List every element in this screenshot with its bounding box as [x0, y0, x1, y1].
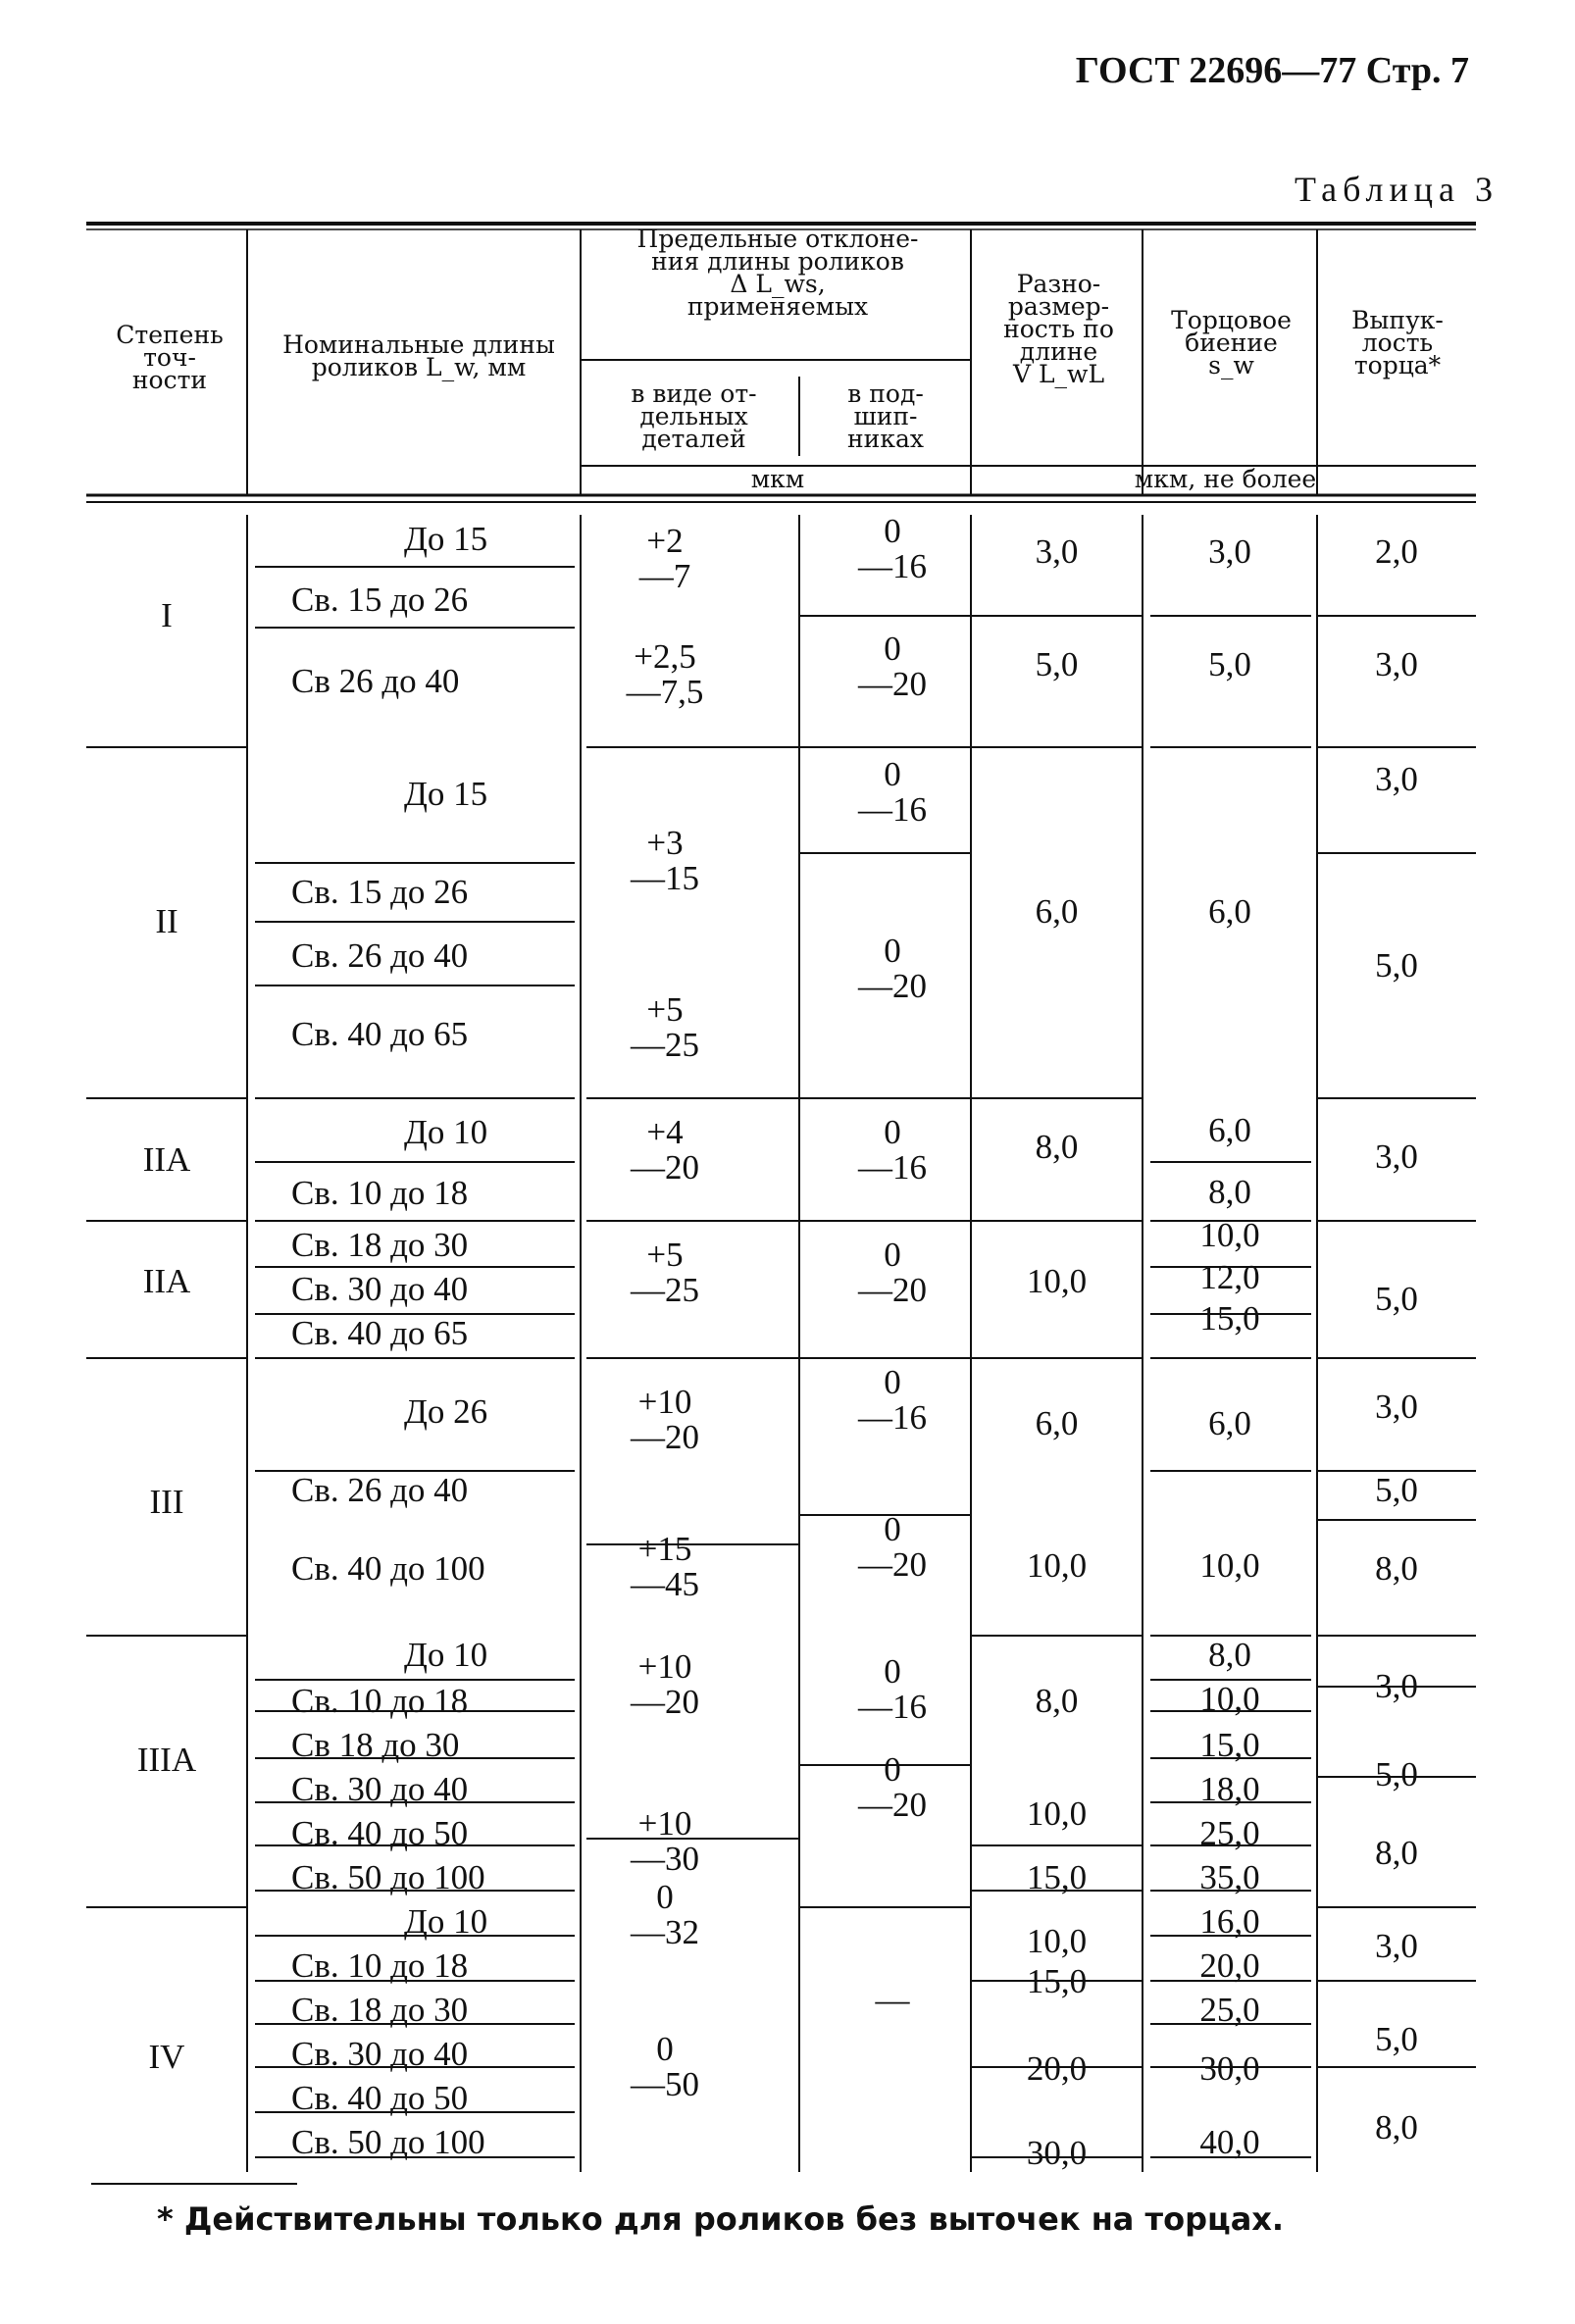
variation-5: 6,0 [1035, 1404, 1079, 1442]
dev-separate-lower-7: —45 [631, 1565, 699, 1603]
table-caption: Таблица 3 [1295, 170, 1499, 209]
dev-separate-lower-2: —15 [631, 859, 699, 897]
dev-separate-lower-3: —25 [631, 1026, 699, 1064]
variation-1: 5,0 [1035, 645, 1079, 683]
dev-separate-lower-1: —7,5 [626, 673, 704, 711]
dev-bearing-upper-8: 0 [884, 1652, 901, 1691]
variation-11: 15,0 [1026, 1962, 1088, 2000]
runout-1: 5,0 [1208, 645, 1251, 683]
variation-9: 15,0 [1026, 1858, 1088, 1896]
convexity-9: 3,0 [1375, 1667, 1418, 1705]
convexity-12: 3,0 [1375, 1927, 1418, 1965]
runout-11: 10,0 [1199, 1680, 1260, 1718]
convexity-8: 8,0 [1375, 1549, 1418, 1588]
grade-5: IIIA [136, 1741, 197, 1779]
convexity-14: 8,0 [1375, 2108, 1418, 2147]
dev-separate-upper-8: +10 [637, 1647, 692, 1686]
dev-separate-upper-10: 0 [656, 1878, 674, 1916]
runout-14: 25,0 [1199, 1814, 1260, 1852]
dev-separate-lower-0: —7 [638, 557, 691, 595]
dev-separate-lower-8: —20 [631, 1683, 699, 1721]
runout-18: 25,0 [1199, 1991, 1260, 2029]
convexity-5: 5,0 [1375, 1280, 1418, 1318]
convexity-13: 5,0 [1375, 2020, 1418, 2058]
grade-0: I [161, 596, 173, 634]
variation-8: 10,0 [1026, 1794, 1088, 1833]
convexity-1: 3,0 [1375, 645, 1418, 683]
runout-6: 12,0 [1199, 1258, 1260, 1296]
header-convexity: Выпук- лость торца* [1351, 306, 1444, 379]
convexity-2: 3,0 [1375, 760, 1418, 798]
length-1: Св. 15 до 26 [291, 581, 469, 619]
variation-4: 10,0 [1026, 1262, 1088, 1300]
grade-2: IIA [142, 1140, 191, 1179]
dev-separate-lower-11: —50 [631, 2065, 699, 2103]
convexity-4: 3,0 [1375, 1137, 1418, 1176]
header-grade: Степень точ- ности [116, 321, 224, 394]
runout-2: 6,0 [1208, 892, 1251, 931]
length-2: Св 26 до 40 [291, 662, 460, 700]
dev-bearing-lower-9: —20 [858, 1786, 927, 1824]
length-17: Св 18 до 30 [291, 1726, 460, 1764]
runout-5: 10,0 [1199, 1216, 1260, 1254]
dev-separate-upper-9: +10 [637, 1804, 692, 1843]
length-23: Св. 18 до 30 [291, 1991, 469, 2029]
variation-3: 8,0 [1035, 1128, 1079, 1166]
footnote-rule [91, 2183, 297, 2185]
grade-4: III [149, 1483, 184, 1521]
length-12: До 26 [404, 1392, 488, 1431]
convexity-6: 3,0 [1375, 1388, 1418, 1426]
length-0: До 15 [404, 520, 488, 558]
length-24: Св. 30 до 40 [291, 2035, 469, 2073]
variation-0: 3,0 [1035, 532, 1079, 571]
length-14: Св. 40 до 100 [291, 1549, 485, 1588]
dev-separate-lower-10: —32 [631, 1913, 699, 1951]
dev-bearing-upper-4: 0 [884, 1113, 901, 1151]
dev-separate-upper-7: +15 [637, 1530, 692, 1568]
dev-bearing-lower-7: —20 [858, 1545, 927, 1584]
runout-8: 6,0 [1208, 1404, 1251, 1442]
runout-4: 8,0 [1208, 1173, 1251, 1211]
length-4: Св. 15 до 26 [291, 873, 469, 911]
length-20: Св. 50 до 100 [291, 1858, 485, 1896]
runout-9: 10,0 [1199, 1546, 1260, 1585]
length-3: До 15 [404, 775, 488, 813]
length-22: Св. 10 до 18 [291, 1946, 469, 1985]
length-6: Св. 40 до 65 [291, 1015, 469, 1053]
length-13: Св. 26 до 40 [291, 1471, 469, 1509]
dev-bearing-dash: — [875, 1981, 910, 2019]
dev-bearing-lower-4: —16 [858, 1148, 927, 1187]
dev-bearing-upper-9: 0 [884, 1750, 901, 1789]
runout-16: 16,0 [1199, 1902, 1260, 1941]
header-runout: Торцовое биение s_w [1171, 306, 1292, 379]
length-25: Св. 40 до 50 [291, 2079, 469, 2117]
runout-15: 35,0 [1199, 1858, 1260, 1896]
footnote: * Действительны только для роликов без выточек на торцах. [157, 2200, 1285, 2238]
dev-bearing-upper-5: 0 [884, 1236, 901, 1274]
dev-separate-lower-5: —25 [631, 1271, 699, 1309]
variation-2: 6,0 [1035, 892, 1079, 931]
grade-6: IV [148, 2038, 185, 2076]
header-dev-separate: в виде от- дельных деталей [631, 379, 757, 453]
dev-separate-upper-5: +5 [646, 1236, 684, 1274]
variation-6: 10,0 [1026, 1546, 1088, 1585]
unit-mkm-max: мкм, не более [1134, 465, 1317, 493]
dev-separate-upper-6: +10 [637, 1383, 692, 1421]
header-deviation-group: Предельные отклоне- ния длины роликов Δ L_ws, применяемых [636, 225, 919, 321]
convexity-7: 5,0 [1375, 1471, 1418, 1509]
length-9: Св. 18 до 30 [291, 1226, 469, 1264]
variation-7: 8,0 [1035, 1682, 1079, 1720]
dev-bearing-lower-1: —20 [858, 665, 927, 703]
header-variation: Разно- размер- ность по длине V L_wL [1003, 270, 1114, 388]
dev-bearing-lower-8: —16 [858, 1688, 927, 1726]
header-dev-bearing: в под- шип- никах [847, 379, 924, 453]
dev-separate-lower-4: —20 [631, 1148, 699, 1187]
length-21: До 10 [404, 1902, 488, 1941]
dev-bearing-lower-6: —16 [858, 1398, 927, 1437]
unit-mkm: мкм [750, 465, 805, 493]
dev-bearing-upper-3: 0 [884, 932, 901, 970]
dev-bearing-lower-2: —16 [858, 790, 927, 829]
dev-separate-upper-2: +3 [646, 824, 684, 862]
runout-13: 18,0 [1199, 1770, 1260, 1808]
grade-1: II [155, 902, 178, 940]
convexity-10: 5,0 [1375, 1755, 1418, 1794]
runout-12: 15,0 [1199, 1726, 1260, 1764]
length-16: Св. 10 до 18 [291, 1682, 469, 1720]
dev-separate-upper-3: +5 [646, 990, 684, 1029]
dev-bearing-upper-1: 0 [884, 630, 901, 668]
runout-19: 30,0 [1199, 2049, 1260, 2088]
dev-bearing-upper-0: 0 [884, 512, 901, 550]
dev-separate-upper-4: +4 [646, 1113, 684, 1151]
header-nominal-length: Номинальные длины роликов L_w, мм [282, 330, 555, 381]
length-19: Св. 40 до 50 [291, 1814, 469, 1852]
variation-12: 20,0 [1026, 2049, 1088, 2088]
dev-bearing-upper-2: 0 [884, 755, 901, 793]
dev-separate-upper-1: +2,5 [634, 637, 696, 676]
runout-10: 8,0 [1208, 1636, 1251, 1674]
dev-separate-upper-11: 0 [656, 2030, 674, 2068]
convexity-11: 8,0 [1375, 1834, 1418, 1872]
runout-3: 6,0 [1208, 1111, 1251, 1149]
page-header: ГОСТ 22696—77 Стр. 7 [1075, 50, 1469, 91]
runout-20: 40,0 [1199, 2123, 1260, 2161]
dev-bearing-lower-5: —20 [858, 1271, 927, 1309]
dev-bearing-lower-3: —20 [858, 967, 927, 1005]
length-26: Св. 50 до 100 [291, 2123, 485, 2161]
length-7: До 10 [404, 1113, 488, 1151]
runout-7: 15,0 [1199, 1299, 1260, 1338]
dev-bearing-upper-6: 0 [884, 1363, 901, 1401]
length-18: Св. 30 до 40 [291, 1770, 469, 1808]
dev-separate-lower-6: —20 [631, 1418, 699, 1456]
runout-0: 3,0 [1208, 532, 1251, 571]
dev-separate-lower-9: —30 [631, 1840, 699, 1878]
length-5: Св. 26 до 40 [291, 936, 469, 975]
length-8: Св. 10 до 18 [291, 1174, 469, 1212]
variation-10: 10,0 [1026, 1922, 1088, 1960]
dev-separate-upper-0: +2 [646, 522, 684, 560]
runout-17: 20,0 [1199, 1946, 1260, 1985]
length-10: Св. 30 до 40 [291, 1270, 469, 1308]
length-11: Св. 40 до 65 [291, 1314, 469, 1352]
dev-bearing-lower-0: —16 [858, 547, 927, 585]
convexity-3: 5,0 [1375, 946, 1418, 985]
variation-13: 30,0 [1026, 2134, 1088, 2172]
convexity-0: 2,0 [1375, 532, 1418, 571]
dev-bearing-upper-7: 0 [884, 1510, 901, 1548]
length-15: До 10 [404, 1636, 488, 1674]
grade-3: IIA [142, 1262, 191, 1300]
